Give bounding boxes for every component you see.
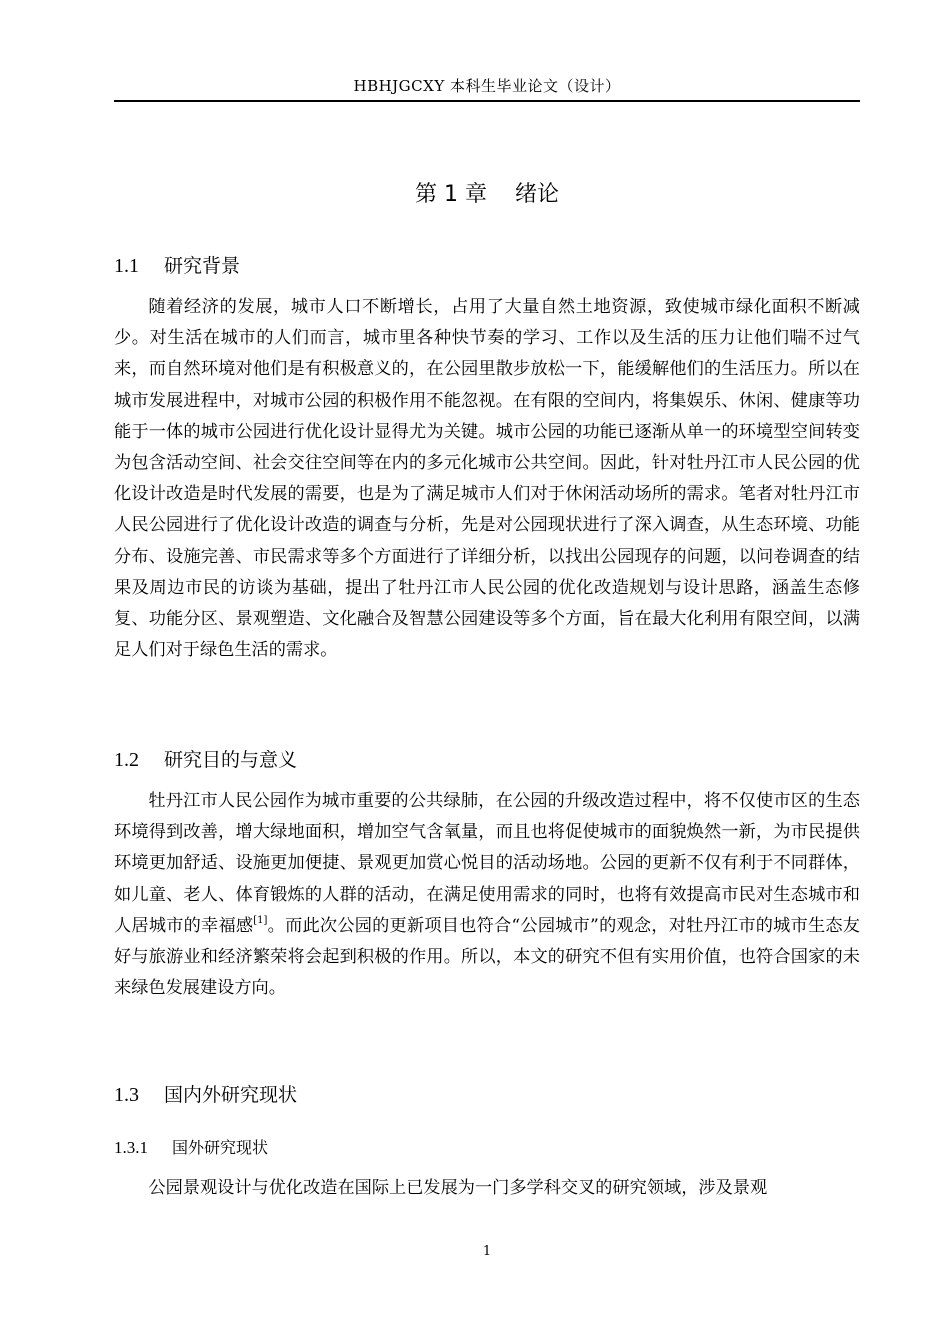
citation-ref[interactable]: [1] (253, 914, 268, 926)
header-divider (114, 100, 860, 102)
section-heading-1-1 (114, 252, 240, 280)
paragraph-text: 牡丹江市人民公园作为城市重要的公共绿肺，在公园的升级改造过程中，将不仅使市区的生态环境得到改善，增大绿地面积，增加空气含氧量，而且也将促使城市的面貌焕然一新，为市民提供环境更加舒适、设施更加便捷、景观更加赏心悦目的活动场地。公园的更新不仅有利于不同群体，如儿童、老人、体育锻炼的人群的活动，在满足使用需求的同时，也将有效提高市民对生态城市和人居城市的幸福感 (114, 791, 860, 936)
section-1-1-paragraph: 随着经济的发展，城市人口不断增长，占用了大量自然土地资源，致使城市绿化面积不断减少。对生活在城市的人们而言，城市里各种快节奏的学习、工作以及生活的压力让他们喘不过气来，而自然环境对他们是有积极意义的，在公园里散步放松一下，能缓解他们的生活压力。所以在城市发展进程中，对城市公园的积极作用不能忽视。在有限的空间内，将集娱乐、休闲、健康等功能于一体的城市公园进行优化设计显得尤为关键。城市公园的功能已逐渐从单一的环境型空间转变为包含活动空间、社会交往空间等在内的多元化城市公共空间。因此，针对牡丹江市人民公园的优化设计改造是时代发展的需要，也是为了满足城市人们对于休闲活动场所的需求。笔者对牡丹江市人民公园进行了优化设计改造的调查与分析，先是对公园现状进行了深入调查，从生态环境、功能分布、设施完善、市民需求等多个方面进行了详细分析，以找出公园现存的问题，以问卷调查的结果及周边市民的访谈为基础，提出了牡丹江市人民公园的优化改造规划与设计思路，涵盖生态修复、功能分区、景观塑造、文化融合及智慧公园建设等多个方面，旨在最大化利用有限空间，以满足人们对于绿色生活的需求。 (114, 297, 860, 661)
running-header: HBHJGCXY 本科生毕业论文（设计） (353, 77, 621, 95)
subsection-number: 1.3.1 (114, 1138, 148, 1157)
chapter-name: 绪论 (514, 182, 559, 207)
section-number: 1.2 (114, 749, 139, 771)
section-title: 研究目的与意义 (164, 749, 298, 771)
section-title: 研究背景 (164, 255, 241, 277)
section-number: 1.3 (114, 1084, 139, 1106)
page-number: 1 (482, 1244, 492, 1259)
paragraph-text-cont: 。而此次公园的更新项目也符合“公园城市”的观念，对牡丹江市的城市生态友好与旅游业和经济繁荣将会起到积极的作用。所以，本文的研究不但有实用价值，也符合国家的未来绿色发展建设方向。 (114, 915, 860, 999)
section-number: 1.1 (114, 255, 139, 277)
section-heading-1-2 (114, 746, 297, 774)
section-title: 国内外研究现状 (164, 1084, 298, 1106)
section-1-2-paragraph (114, 786, 860, 1004)
chapter-title (114, 178, 860, 212)
chapter-number: 第 1 章 (415, 182, 487, 207)
section-1-3-1-paragraph: 公园景观设计与优化改造在国际上已发展为一门多学科交叉的研究领域，涉及景观 (148, 1178, 768, 1198)
subsection-title: 国外研究现状 (172, 1138, 269, 1157)
section-heading-1-3 (114, 1081, 297, 1109)
subsection-heading-1-3-1 (114, 1135, 268, 1161)
